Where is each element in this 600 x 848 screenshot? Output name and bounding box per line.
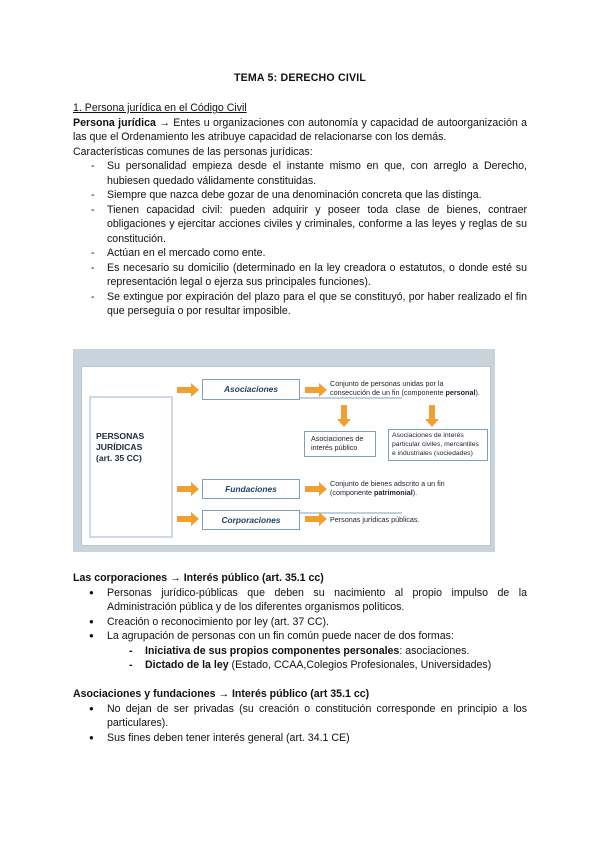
arrow-right-icon xyxy=(177,383,199,397)
characteristics-intro: Características comunes de las personas jurídicas: xyxy=(73,145,313,158)
section-heading: 1. Persona jurídica en el Código Civil xyxy=(73,102,247,114)
definition-text: Entes u organizaciones con autonomía y capacidad de autoorganización a las que el Ordenamiento les atribuye capacidad de relacionarse con los demás. xyxy=(73,116,527,143)
personas-juridicas-diagram xyxy=(73,349,495,552)
asociaciones-interes-particular-box: Asociaciones de interés particular civiles, mercantiles e industriales (sociedades) xyxy=(388,429,488,461)
list-item: - Dictado de la ley (Estado, CCAA,Colegios Profesionales, Universidades) xyxy=(73,658,527,673)
arrow-symbol: → xyxy=(159,116,170,129)
arrow-right-icon xyxy=(177,512,199,526)
corporaciones-box: Corporaciones xyxy=(202,510,300,530)
definition-term: Persona jurídica xyxy=(73,116,156,129)
list-item: ● Sus fines deben tener interés general (art. 34.1 CE) xyxy=(73,731,527,746)
section-persona-juridica xyxy=(73,101,527,319)
corporaciones-list xyxy=(73,586,527,644)
document-title: TEMA 5: DERECHO CIVIL xyxy=(233,72,367,84)
list-item: ● La agrupación de personas con un fin común puede nacer de dos formas: xyxy=(73,629,527,644)
formation-list xyxy=(73,644,527,673)
arrow-right-icon xyxy=(305,512,327,526)
diagram-root-label: PERSONAS JURÍDICAS (art. 35 CC) xyxy=(96,431,145,463)
list-item: ● Personas jurídico-públicas que deben su nacimiento al propio impulso de la Administración pública y de los diferentes organismos políticos. xyxy=(73,586,527,615)
fundaciones-box: Fundaciones xyxy=(202,479,300,499)
asociaciones-fundaciones-list xyxy=(73,702,527,746)
asociaciones-interes-publico-box: Asociaciones de interés público xyxy=(304,431,376,457)
arrow-right-icon xyxy=(305,383,327,397)
corporaciones-description: Personas jurídicas públicas. xyxy=(330,515,420,524)
root-box xyxy=(90,397,172,537)
list-item: - Es necesario su domicilio (determinado en la ley creadora o estatutos, o donde esté su representación legal o ejerza sus principales funciones). xyxy=(73,261,527,290)
list-item: - Se extingue por expiración del plazo para el que se constituyó, por haber realizado el fin que perseguía o por resultar imposible. xyxy=(73,290,527,319)
section-heading: Asociaciones y fundaciones → Interés público (art 35.1 cc) xyxy=(73,688,370,700)
section-corporaciones xyxy=(73,571,527,673)
arrow-down-icon xyxy=(337,405,351,427)
arrow-right-icon xyxy=(305,482,327,496)
list-item: - Su personalidad empieza desde el instante mismo en que, con arreglo a Derecho, hubiesen quedado válidamente constituidas. xyxy=(73,159,527,188)
section-heading: Las corporaciones → Interés público (art. 35.1 cc) xyxy=(73,572,324,584)
list-item: ● Creación o reconocimiento por ley (art. 37 CC). xyxy=(73,615,527,630)
list-item: - Siempre que nazca debe gozar de una denominación concreta que las distinga. xyxy=(73,188,527,203)
list-item: - Actúan en el mercado como ente. xyxy=(73,246,527,261)
diagram-canvas xyxy=(81,366,491,546)
list-item: - Tienen capacidad civil: pueden adquirir y poseer toda clase de bienes, contraer obligaciones y ejercitar acciones civiles y criminales, conforme a las leyes y reglas de su constitución. xyxy=(73,203,527,247)
section-asociaciones-fundaciones xyxy=(73,687,527,745)
list-item: ● No dejan de ser privadas (su creación o constitución corresponde en principio a los particulares). xyxy=(73,702,527,731)
asociaciones-description: Conjunto de personas unidas por la consecución de un fin (componente personal). xyxy=(330,379,480,397)
arrow-right-icon xyxy=(177,482,199,496)
asociaciones-box: Asociaciones xyxy=(202,379,300,400)
definition-paragraph xyxy=(73,116,527,145)
characteristics-list xyxy=(73,159,527,319)
arrow-symbol: → xyxy=(170,572,181,584)
fundaciones-description: Conjunto de bienes adscrito a un fin (componente patrimonial). xyxy=(330,479,445,497)
arrow-symbol: → xyxy=(218,688,230,700)
arrow-down-icon xyxy=(425,405,439,427)
list-item: - Iniciativa de sus propios componentes personales: asociaciones. xyxy=(73,644,527,659)
